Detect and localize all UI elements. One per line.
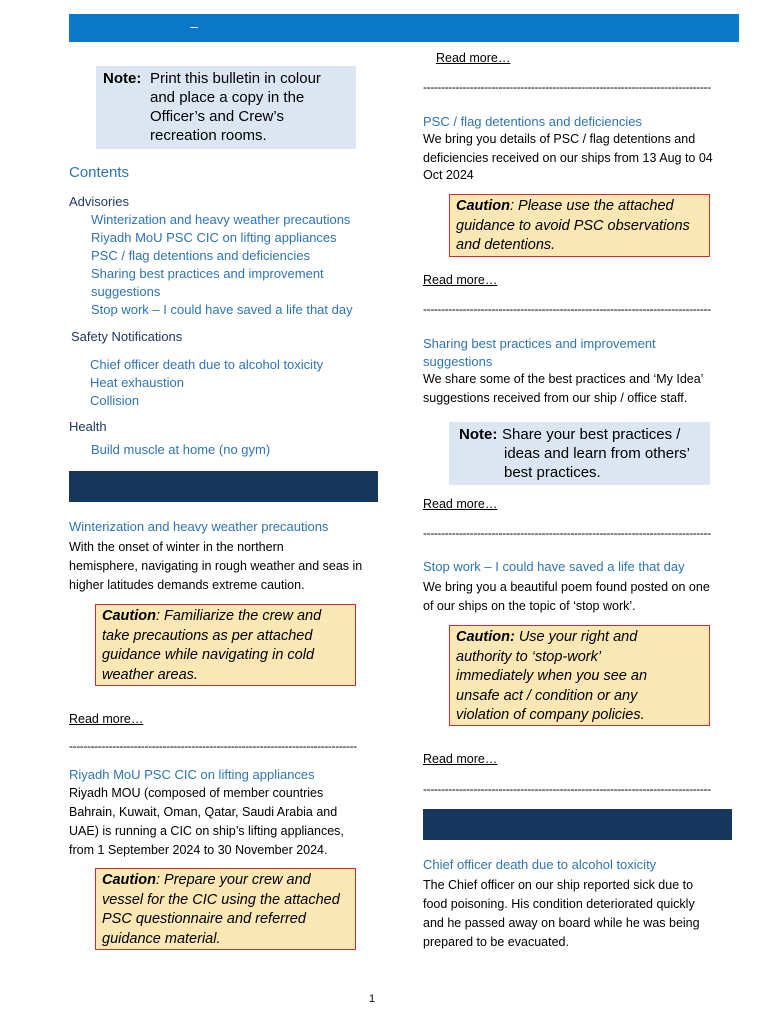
section-bar-advisories — [69, 471, 378, 502]
article-body-line: prepared to be evacuated. — [423, 935, 569, 949]
divider: -------------------------------------------------------------------------------- — [423, 782, 711, 796]
read-more-link-stop-work[interactable]: Read more… — [423, 752, 498, 766]
caution-line: weather areas. — [102, 666, 198, 683]
read-more-link-winterization[interactable]: Read more… — [69, 712, 144, 726]
caution-label: Caution — [102, 872, 156, 888]
toc-heading-safety: Safety Notifications — [71, 329, 183, 344]
caution-line: immediately when you see an — [456, 668, 648, 684]
article-body-line: UAE) is running a CIC on ship’s lifting appliances, — [69, 824, 344, 838]
article-body-line: of our ships on the topic of ‘stop work’. — [423, 599, 636, 613]
note-line: and place a copy in the — [150, 89, 305, 106]
toc-link-build-muscle[interactable]: Build muscle at home (no gym) — [91, 442, 271, 457]
caution-line: guidance while navigating in cold — [102, 647, 315, 663]
print-note — [96, 66, 356, 149]
caution-line: Use your right and — [514, 629, 638, 645]
caution-box-stop-work — [449, 625, 710, 726]
toc-link-best-practices-cont[interactable]: suggestions — [91, 284, 161, 299]
article-body-line: The Chief officer on our ship reported sick due to — [423, 878, 694, 892]
toc-link-best-practices[interactable]: Sharing best practices and improvement — [91, 266, 324, 281]
toc-link-heat-exhaustion[interactable]: Heat exhaustion — [90, 375, 184, 390]
article-body-line: from 1 September 2024 to 30 November 2024. — [69, 843, 328, 857]
caution-line: and detentions. — [456, 237, 556, 253]
note-label: Note: — [459, 426, 498, 443]
divider: -------------------------------------------------------------------------------- — [423, 302, 711, 316]
toc-link-stop-work[interactable]: Stop work – I could have saved a life that day — [91, 302, 353, 317]
article-body-line: We bring you a beautiful poem found posted on one — [423, 580, 710, 594]
toc-link-psc[interactable]: PSC / flag detentions and deficiencies — [91, 248, 310, 263]
read-more-link-best-practices[interactable]: Read more… — [423, 497, 498, 511]
caution-line: take precautions as per attached — [102, 627, 313, 644]
note-line: best practices. — [504, 464, 601, 481]
toc-link-winterization[interactable]: Winterization and heavy weather precautions — [91, 212, 351, 227]
article-body-line: We share some of the best practices and ‘My Idea’ — [423, 372, 704, 386]
caution-line: : Familiarize the crew and — [155, 608, 322, 624]
caution-line: violation of company policies. — [456, 707, 645, 723]
caution-line: guidance material. — [102, 930, 221, 947]
toc-link-riyadh[interactable]: Riyadh MoU PSC CIC on lifting appliances — [91, 230, 337, 245]
caution-line: : Prepare your crew and — [155, 872, 311, 888]
note-line: Officer’s and Crew’s — [150, 108, 284, 125]
note-line: recreation rooms. — [150, 127, 267, 144]
article-body-line: hemisphere, navigating in rough weather and seas in — [69, 559, 363, 573]
divider: -------------------------------------------------------------------------------- — [423, 80, 711, 94]
note-line: Print this bulletin in colour — [150, 70, 321, 87]
header-bar — [69, 14, 739, 42]
caution-line: : Please use the attached — [509, 198, 674, 214]
section-bar-safety — [423, 809, 732, 840]
note-label: Note: — [103, 70, 142, 87]
contents-title: Contents — [69, 164, 130, 181]
page-number: 1 — [369, 993, 376, 1005]
article-title-best-practices: Sharing best practices and improvement — [423, 336, 656, 351]
article-body-line: suggestions received from our ship / office staff. — [423, 391, 688, 405]
article-title-chief-officer: Chief officer death due to alcohol toxicity — [423, 857, 657, 872]
toc-heading-health: Health — [69, 419, 107, 434]
caution-label: Caution — [456, 198, 510, 214]
article-title-psc: PSC / flag detentions and deficiencies — [423, 114, 642, 129]
article-body-line: food poisoning. His condition deteriorated quickly — [423, 897, 695, 911]
caution-line: guidance to avoid PSC observations — [456, 217, 690, 234]
article-body-line: and he passed away on board while he was being — [423, 916, 700, 930]
article-body-line: deficiencies received on our ships from 13 Aug to 04 — [423, 151, 713, 165]
article-body-line: Oct 2024 — [423, 168, 474, 182]
toc-link-chief-officer[interactable]: Chief officer death due to alcohol toxicity — [90, 357, 324, 372]
caution-box-winterization — [95, 604, 356, 686]
article-body-line: Bahrain, Kuwait, Oman, Qatar, Saudi Arabia and — [69, 805, 338, 819]
divider: -------------------------------------------------------------------------------- — [423, 526, 711, 540]
best-practices-note — [449, 422, 710, 485]
caution-label: Caution — [102, 608, 156, 624]
article-body-line: higher latitudes demands extreme caution. — [69, 578, 305, 592]
read-more-link-psc[interactable]: Read more… — [423, 273, 498, 287]
divider: -------------------------------------------------------------------------------- — [69, 739, 357, 753]
toc-heading-advisories: Advisories — [69, 194, 129, 209]
header-dash: – — [190, 18, 198, 34]
article-title-riyadh: Riyadh MoU PSC CIC on lifting appliances — [69, 767, 315, 782]
caution-line: PSC questionnaire and referred — [102, 911, 306, 927]
article-title-best-practices-cont: suggestions — [423, 354, 493, 369]
toc-link-collision[interactable]: Collision — [90, 393, 140, 408]
article-body-line: With the onset of winter in the northern — [69, 540, 284, 554]
article-body-line: We bring you details of PSC / flag detentions and — [423, 132, 696, 146]
article-body-line: Riyadh MOU (composed of member countries — [69, 786, 324, 800]
read-more-link-riyadh[interactable]: Read more… — [436, 51, 511, 65]
caution-line: unsafe act / condition or any — [456, 687, 638, 704]
caution-box-riyadh — [95, 868, 356, 950]
article-title-winterization: Winterization and heavy weather precautions — [69, 519, 329, 534]
caution-box-psc — [449, 194, 710, 257]
note-line: ideas and learn from others’ — [504, 445, 690, 462]
caution-line: authority to ‘stop-work’ — [456, 648, 602, 665]
caution-label: Caution: — [456, 629, 515, 645]
article-title-stop-work: Stop work – I could have saved a life that day — [423, 559, 685, 574]
caution-line: vessel for the CIC using the attached — [102, 891, 340, 908]
note-line: Share your best practices / — [502, 426, 681, 443]
